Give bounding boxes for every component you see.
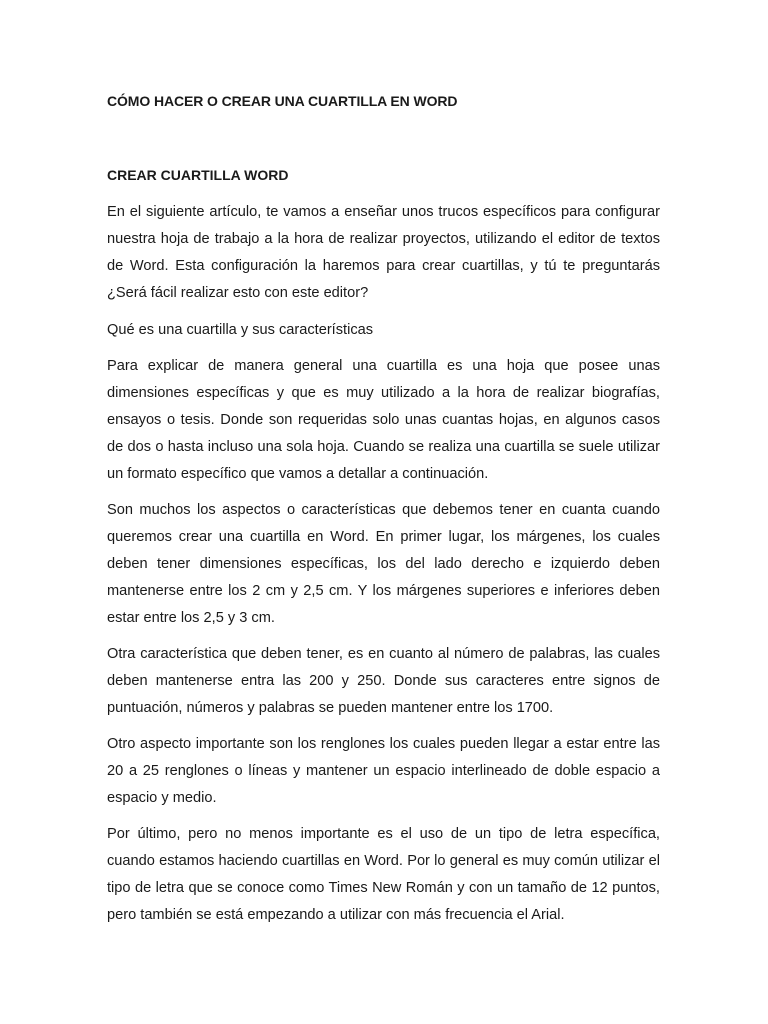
paragraph-font: Por último, pero no menos importante es el uso de un tipo de letra específica, cuando estamos haciendo cuartillas en Word. Por lo general es muy común utilizar el tipo de letra que se conoce como Times New Román y con un tamaño de 12 puntos, pero también se está empezando a utilizar con más frecuencia el Arial. bbox=[107, 826, 660, 923]
paragraph-word-count: Otra característica que deben tener, es en cuanto al número de palabras, las cuales deben mantenerse entra las 200 y 250. Donde sus caracteres entre signos de puntuación, números y palabras se pueden mantener entre los 1700. bbox=[107, 646, 660, 716]
subheading: Qué es una cuartilla y sus características bbox=[107, 322, 374, 338]
paragraph-margins: Son muchos los aspectos o características que debemos tener en cuanta cuando queremos crear una cuartilla en Word. En primer lugar, los márgenes, los cuales deben tener dimensiones específicas, los del lado derecho e izquierdo deben mantenerse entre los 2 cm y 2,5 cm. Y los márgenes superiores e inferiores deben estar entre los 2,5 y 3 cm. bbox=[107, 502, 660, 626]
document-title: CÓMO HACER O CREAR UNA CUARTILLA EN WORD bbox=[107, 93, 458, 109]
paragraph-definition: Para explicar de manera general una cuartilla es una hoja que posee unas dimensiones específicas y que es muy utilizado a la hora de realizar biografías, ensayos o tesis. Donde son requeridas solo unas cuantas hojas, en algunos casos de dos o hasta incluso una sola hoja. Cuando se realiza una cuartilla se suele utilizar un formato específico que vamos a detallar a continuación. bbox=[107, 358, 660, 482]
document-page bbox=[107, 90, 660, 929]
section-title: CREAR CUARTILLA WORD bbox=[107, 167, 289, 183]
paragraph-lines: Otro aspecto importante son los renglones los cuales pueden llegar a estar entre las 20 a 25 renglones o líneas y mantener un espacio interlineado de doble espacio a espacio y medio. bbox=[107, 736, 660, 806]
intro-paragraph: En el siguiente artículo, te vamos a enseñar unos trucos específicos para configurar nuestra hoja de trabajo a la hora de realizar proyectos, utilizando el editor de textos de Word. Esta configuración la haremos para crear cuartillas, y tú te preguntarás ¿Será fácil realizar esto con este editor? bbox=[107, 204, 660, 301]
